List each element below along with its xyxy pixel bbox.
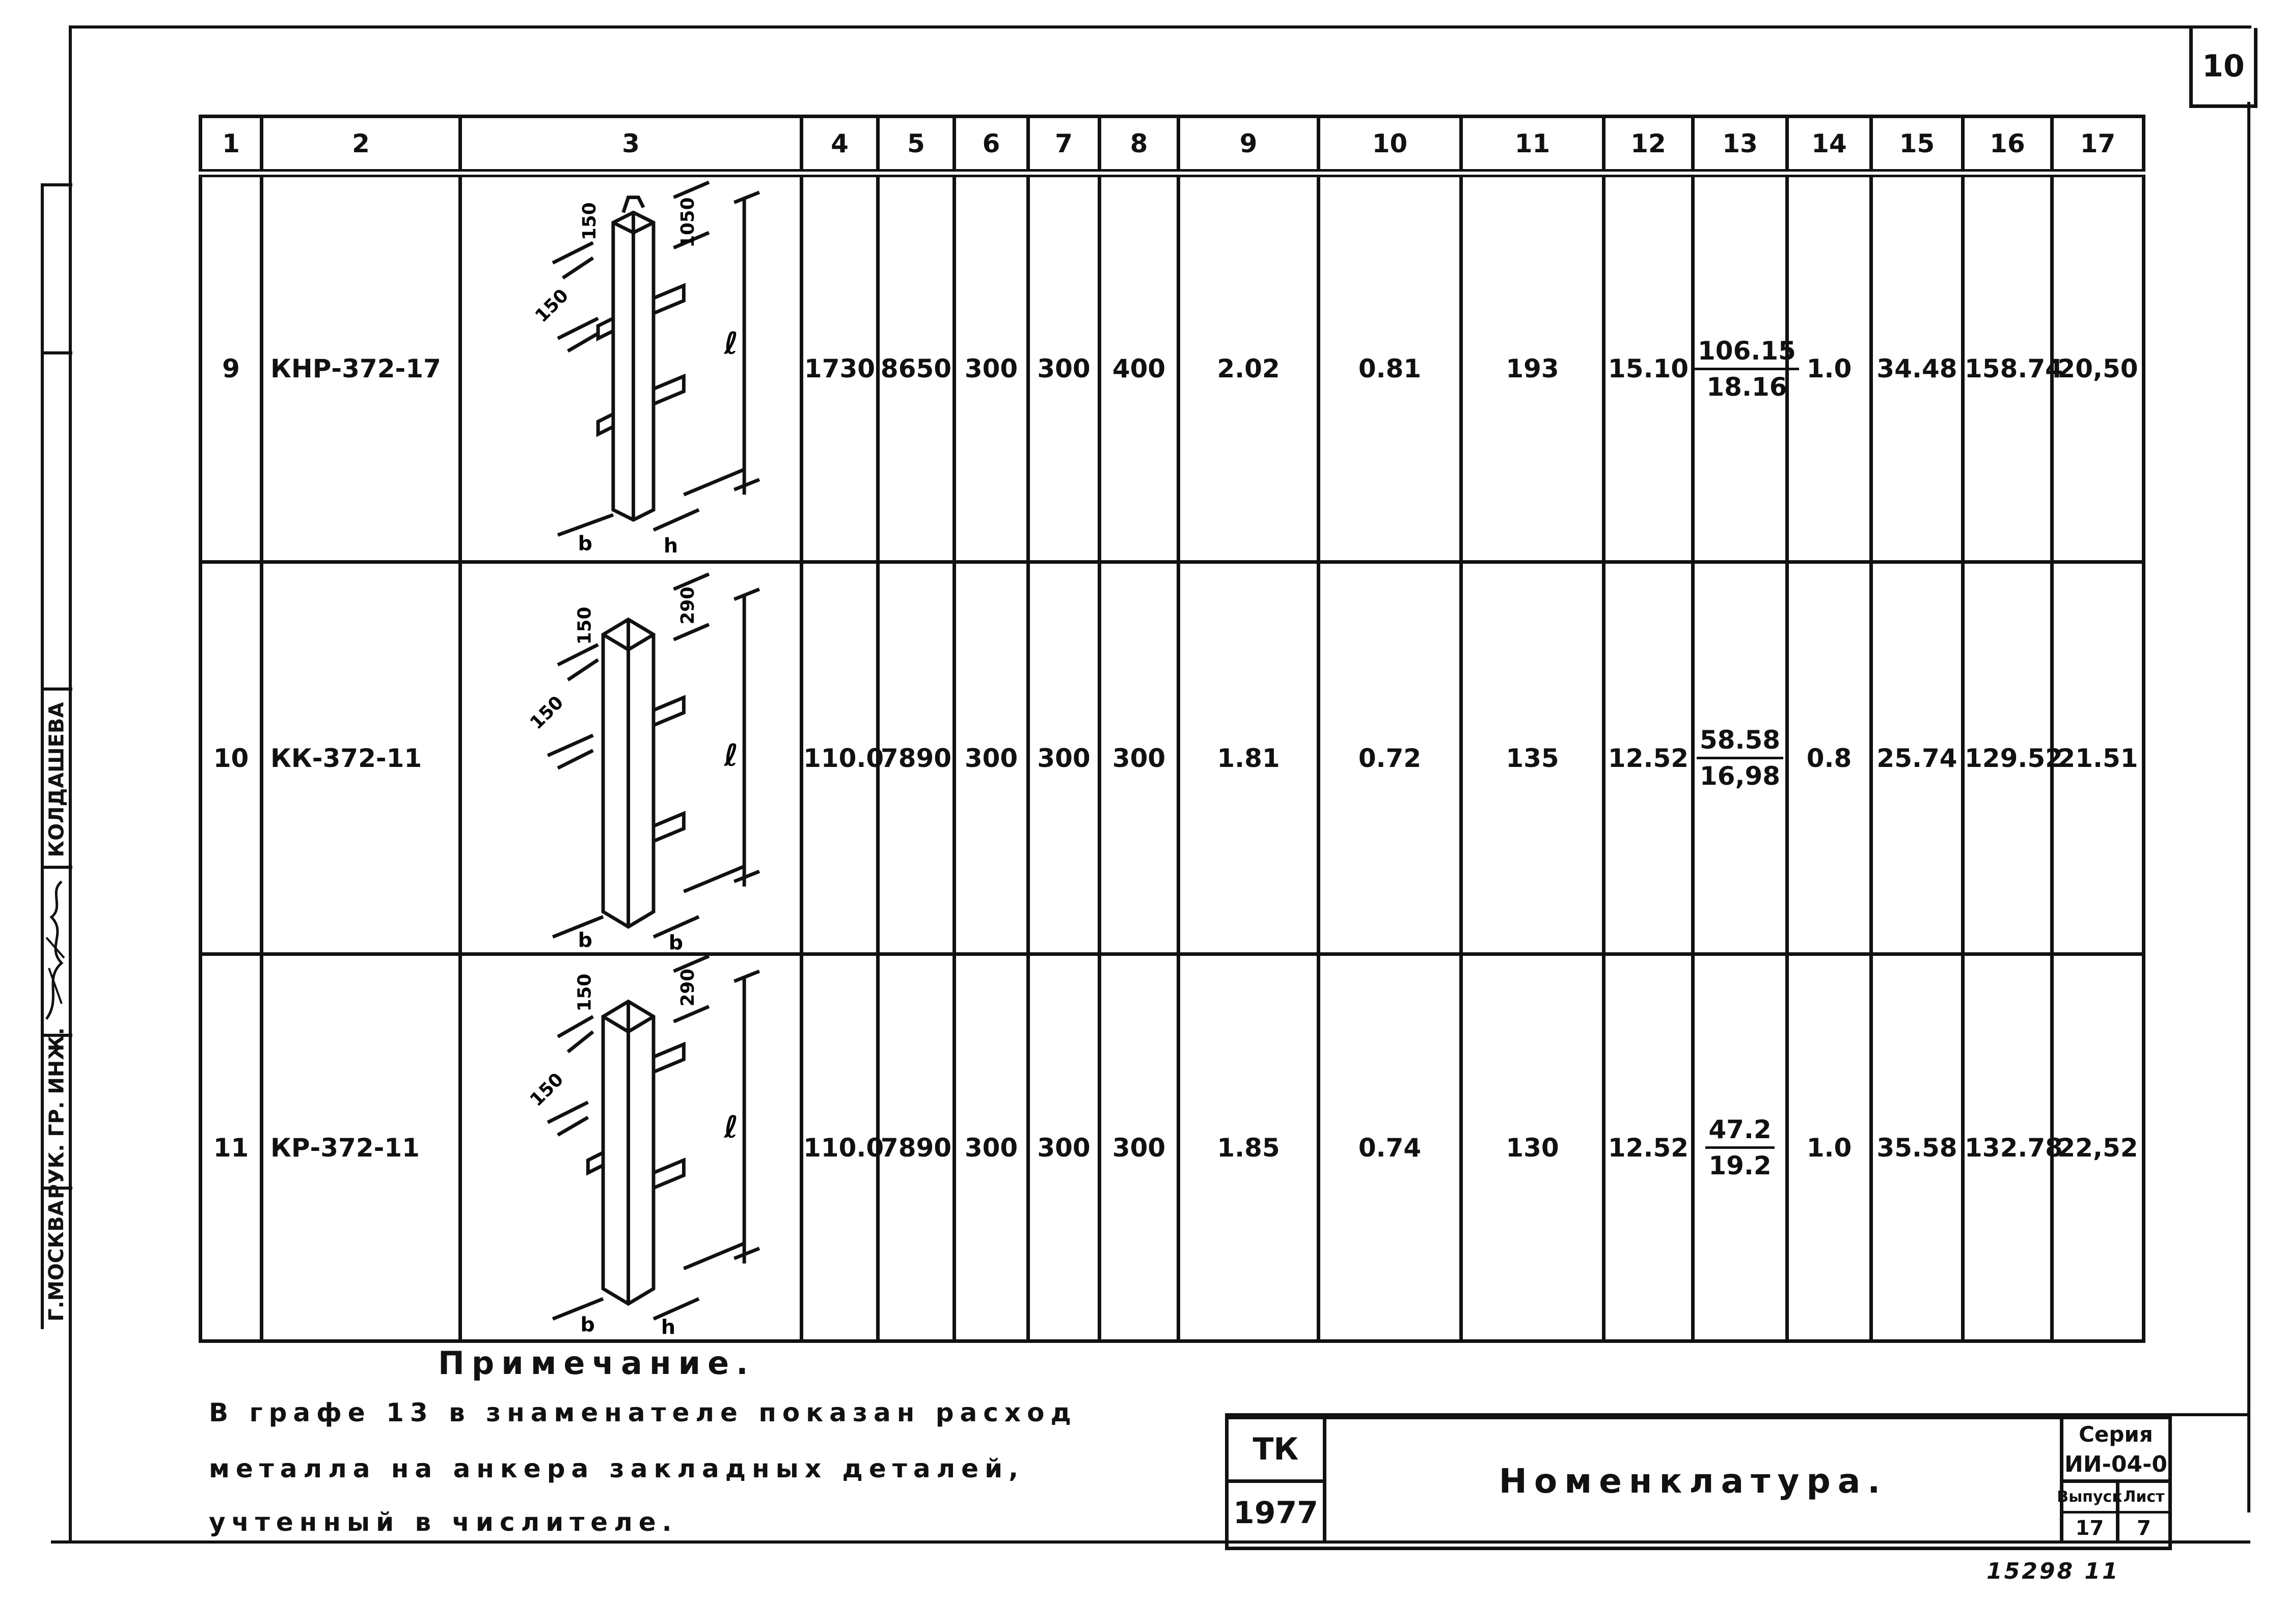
cell-value: 25.74	[1871, 562, 1963, 954]
cell-sketch	[460, 173, 802, 562]
cell-value: 300	[955, 173, 1028, 562]
cell-mark: КК-372-11	[262, 562, 460, 954]
stamp-cell-signature	[41, 866, 72, 1037]
cell-value: 1.0	[1787, 954, 1871, 1341]
header-cell: 7	[1028, 117, 1100, 174]
sketch-depth-label: h	[663, 534, 678, 558]
sketch-dim-side: 150	[526, 1069, 568, 1111]
cell-value: 300	[1100, 562, 1179, 954]
fraction-denominator: 16,98	[1699, 761, 1781, 791]
cell-value: 158.74	[1963, 173, 2052, 562]
cell-value: 1.0	[1787, 173, 1871, 562]
cell-value: 0.81	[1319, 173, 1461, 562]
stamp-role: РУК. ГР. ИНЖ.	[45, 1027, 69, 1199]
cell-value: 34.48	[1871, 173, 1963, 562]
cell-number: 11	[201, 954, 262, 1341]
sketch-dim-top: 150	[574, 974, 595, 1012]
header-cell: 12	[1604, 117, 1693, 174]
column-sketch-kr	[462, 956, 800, 1339]
cell-value: 193	[1461, 173, 1604, 562]
cell-mark: КНР-372-17	[262, 173, 460, 562]
table-row	[201, 173, 2144, 562]
sketch-dim-height: 290	[677, 586, 699, 625]
sketch-length-label: ℓ	[724, 738, 739, 774]
cell-value: 1.81	[1179, 562, 1319, 954]
cell-value: 300	[1028, 562, 1100, 954]
header-row	[201, 117, 2144, 174]
sketch-dim-height: 290	[677, 969, 699, 1007]
sketch-dim-side: 150	[531, 285, 573, 327]
stamp-city: Г.МОСКВА	[45, 1200, 68, 1322]
note-line: металла на анкера закладных деталей,	[209, 1454, 1025, 1483]
issue-label: Выпуск	[2063, 1483, 2119, 1513]
page-number: 10	[2189, 28, 2257, 108]
cell-value: 129.52	[1963, 562, 2052, 954]
cell-value: 15.10	[1604, 173, 1693, 562]
cell-value: 8650	[878, 173, 955, 562]
cell-value: 1.85	[1179, 954, 1319, 1341]
sketch-length-label: ℓ	[724, 326, 739, 362]
cell-value: 0.8	[1787, 562, 1871, 954]
sketch-depth-label: h	[661, 1315, 676, 1339]
sketch-width-label: b	[578, 928, 592, 952]
cell-sketch	[460, 954, 802, 1341]
cell-fraction	[1693, 562, 1787, 954]
frame-top-line	[71, 25, 2251, 29]
fraction-denominator: 19.2	[1708, 1151, 1772, 1181]
cell-value: 7890	[878, 954, 955, 1341]
header-cell: 14	[1787, 117, 1871, 174]
header-cell: 9	[1179, 117, 1319, 174]
header-cell: 17	[2052, 117, 2144, 174]
cell-value: 2.02	[1179, 173, 1319, 562]
cell-value: 300	[955, 562, 1028, 954]
sketch-depth-label: b	[668, 931, 684, 955]
header-cell: 2	[262, 117, 460, 174]
cell-value: 20,50	[2052, 173, 2144, 562]
cell-sketch	[460, 562, 802, 954]
sketch-length-label: ℓ	[724, 1110, 739, 1145]
sketch-width-label: b	[580, 1313, 595, 1337]
header-cell: 4	[802, 117, 878, 174]
cell-fraction	[1693, 954, 1787, 1341]
sheet-number: 7	[2137, 1517, 2151, 1540]
column-sketch-kk	[462, 564, 800, 955]
cell-value: 400	[1100, 173, 1179, 562]
cell-value: 22,52	[2052, 954, 2144, 1341]
header-cell: 10	[1319, 117, 1461, 174]
fraction-numerator: 106.15	[1695, 336, 1799, 370]
fraction-numerator: 47.2	[1705, 1115, 1774, 1149]
cell-value: 132.78	[1963, 954, 2052, 1341]
sketch-dim-height: 1050	[677, 197, 699, 248]
series-code: ИИ-04-0	[2063, 1449, 2168, 1483]
cell-number: 9	[201, 173, 262, 562]
year: 1977	[1229, 1483, 1326, 1543]
note-title: Примечание.	[438, 1344, 755, 1382]
header-cell: 1	[201, 117, 262, 174]
stamp-cell-blank-1	[41, 183, 72, 354]
fraction-denominator: 18.16	[1706, 372, 1787, 402]
sketch-dim-side: 150	[526, 692, 568, 734]
cell-value: 0.74	[1319, 954, 1461, 1341]
note-line: учтенный в числителе.	[209, 1507, 678, 1537]
header-cell: 3	[460, 117, 802, 174]
cell-value: 21.51	[2052, 562, 2144, 954]
sketch-width-label: b	[578, 532, 592, 556]
cell-value: 110.0	[802, 954, 878, 1341]
header-cell: 8	[1100, 117, 1179, 174]
sketch-dim-top: 150	[579, 202, 601, 240]
header-cell: 13	[1693, 117, 1787, 174]
archive-code: 15298 11	[1986, 1558, 2120, 1584]
cell-fraction	[1693, 173, 1796, 562]
cell-value: 35.58	[1871, 954, 1963, 1341]
title-block	[1225, 1416, 2172, 1550]
cell-value: 135	[1461, 562, 1604, 954]
header-cell: 11	[1461, 117, 1604, 174]
cell-value: 300	[1100, 954, 1179, 1341]
stamp-cell-role	[41, 1027, 72, 1199]
org-code: ТК	[1229, 1419, 1326, 1483]
cell-value: 12.52	[1604, 954, 1693, 1341]
header-cell: 16	[1963, 117, 2052, 174]
nomenclature-table	[199, 115, 2145, 1343]
header-cell: 15	[1871, 117, 1963, 174]
signature-mark	[41, 876, 72, 1029]
cell-value: 7890	[878, 562, 955, 954]
cell-value: 300	[1028, 954, 1100, 1341]
stamp-cell-city	[41, 1187, 72, 1332]
header-cell: 6	[955, 117, 1028, 174]
stamp-name: КОЛДАШЕВА	[45, 702, 68, 858]
issue-number: 17	[2063, 1513, 2119, 1543]
cell-value: 12.52	[1604, 562, 1693, 954]
cell-number: 10	[201, 562, 262, 954]
stamp-cell-blank-2	[41, 351, 72, 522]
sketch-dim-top: 150	[574, 607, 595, 645]
cell-mark: КР-372-11	[262, 954, 460, 1341]
left-stamp	[41, 183, 72, 1329]
column-sketch-knr	[462, 177, 800, 560]
cell-value: 110.0	[802, 562, 878, 954]
frame-right-line	[2247, 102, 2250, 1512]
cell-value: 0.72	[1319, 562, 1461, 954]
series-label: Серия	[2079, 1421, 2153, 1447]
cell-value: 130	[1461, 954, 1604, 1341]
header-cell: 5	[878, 117, 955, 174]
fraction-numerator: 58.58	[1697, 725, 1783, 759]
table-row	[201, 954, 2144, 1341]
note-line: В графе 13 в знаменателе показан расход	[209, 1398, 1077, 1427]
sheet-label: Лист	[2119, 1483, 2168, 1513]
cell-value: 300	[955, 954, 1028, 1341]
stamp-cell-name	[41, 687, 72, 869]
table-row	[201, 562, 2144, 954]
cell-value: 300	[1028, 173, 1100, 562]
sheet-title: Номенклатура.	[1326, 1419, 2063, 1543]
cell-value: 1730	[802, 173, 878, 562]
